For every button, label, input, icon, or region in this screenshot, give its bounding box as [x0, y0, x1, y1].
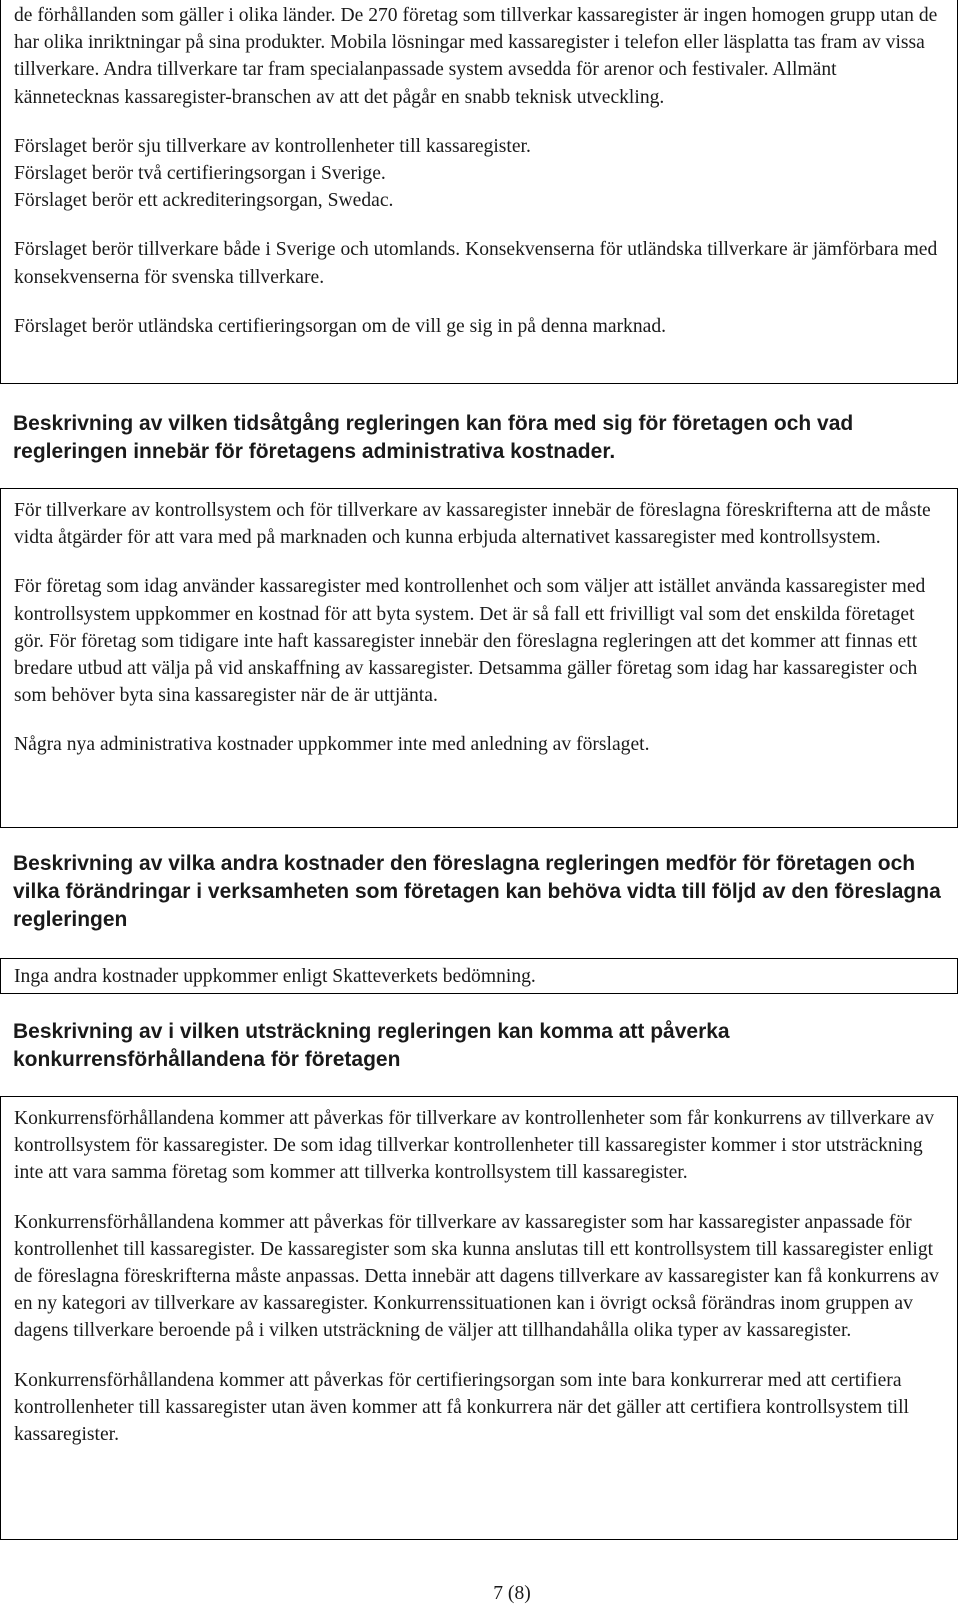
paragraph: Inga andra kostnader uppkommer enligt Skatteverkets bedömning.: [14, 966, 536, 987]
paragraph: Förslaget berör utländska certifieringsorgan om de vill ge sig in på denna marknad.: [14, 315, 667, 337]
paragraph: Konkurrensförhållandena kommer att påverkas för tillverkare av kontrollenheter som får konkurrens av tillverkare av kontrollsystem för kassaregister. De som idag tillverkar kontrollenheter till kassaregister kommer i stor utsträckning inte att vara samma företag som kommer att tillverka kontrollsystem till kassaregister.: [14, 1108, 935, 1184]
paragraph: För tillverkare av kontrollsystem och för tillverkare av kassaregister innebär de föreslagna föreskrifterna att de måste vidta åtgärder för att vara med på marknaden och kunna erbjuda alternativet kassaregister med kontrollsystem.: [14, 500, 931, 549]
text-box-stakeholders: [0, 0, 958, 384]
page-number: 7 (8): [493, 1583, 531, 1604]
paragraph: Konkurrensförhållandena kommer att påverkas för tillverkare av kassaregister som har kassaregister anpassade för kontrollenhet till kassaregister. De kassaregister som ska kunna anslutas till ett kontrollsystem till kassaregister enligt de föreslagna föreskrifterna måste anpassas. Detta innebär att dagens tillverkare av kassaregister kan få konkurrens av en ny kategori av tillverkare av kassaregister. Konkurrenssituationen kan i övrigt också förändras inom gruppen av dagens tillverkare beroende på i vilken utsträckning de väljer att tillhandahålla olika typer av kassaregister.: [14, 1211, 939, 1342]
text-box-time-costs: [0, 488, 958, 828]
paragraph: de förhållanden som gäller i olika länder. De 270 företag som tillverkar kassaregister är ingen homogen grupp utan de har olika inriktningar på sina produkter. Mobila lösningar med kassaregister i telefon eller läsplatta tas fram av vissa tillverkare. Andra tillverkare tar fram specialanpassade system avsedda för arenor och festivaler. Allmänt kännetecknas kassaregister-branschen av att det pågår en snabb teknisk utveckling.: [14, 5, 938, 108]
section-heading: Beskrivning av vilken tidsåtgång regleringen kan föra med sig för företagen och vad regleringen innebär för företagens administrativa kostnader.: [13, 412, 854, 463]
paragraph: Några nya administrativa kostnader uppkommer inte med anledning av förslaget.: [14, 734, 650, 756]
paragraph: Förslaget berör ett ackrediteringsorgan, Swedac.: [14, 190, 394, 212]
paragraph: Förslaget berör tillverkare både i Sverige och utomlands. Konsekvenserna för utländska tillverkare är jämförbara med konsekvenserna för svenska tillverkare.: [14, 239, 938, 288]
section-heading: Beskrivning av i vilken utsträckning regleringen kan komma att påverka konkurrensförhållandena för företagen: [13, 1020, 730, 1071]
paragraph: Förslaget berör två certifieringsorgan i Sverige.: [14, 163, 386, 185]
paragraph: För företag som idag använder kassaregister med kontrollenhet och som väljer att istället använda kassaregister med kontrollsystem uppkommer en kostnad för att byta system. Det är så fall ett frivilligt val som det enskilda företaget gör. För företag som tidigare inte haft kassaregister innebär den föreslagna regleringen att det kommer att finnas ett bredare utbud att välja på vid anskaffning av kassaregister. Detsamma gäller företag som idag har kassaregister och som behöver byta sina kassaregister när de är uttjänta.: [14, 576, 926, 707]
text-box-other-costs: [0, 958, 958, 994]
paragraph: Förslaget berör sju tillverkare av kontrollenheter till kassaregister.: [14, 135, 531, 157]
section-heading: Beskrivning av vilka andra kostnader den föreslagna regleringen medför för företagen och vilka förändringar i verksamheten som företagen kan behöva vidta till följd av den föreslagna regleringen: [13, 852, 941, 931]
paragraph: Konkurrensförhållandena kommer att påverkas för certifieringsorgan som inte bara konkurrerar med att certifiera kontrollenheter till kassaregister utan även kommer att få konkurrera när det gäller att certifiera kontrollsystem till kassaregister.: [14, 1369, 909, 1446]
text-box-competition: [0, 1096, 958, 1540]
